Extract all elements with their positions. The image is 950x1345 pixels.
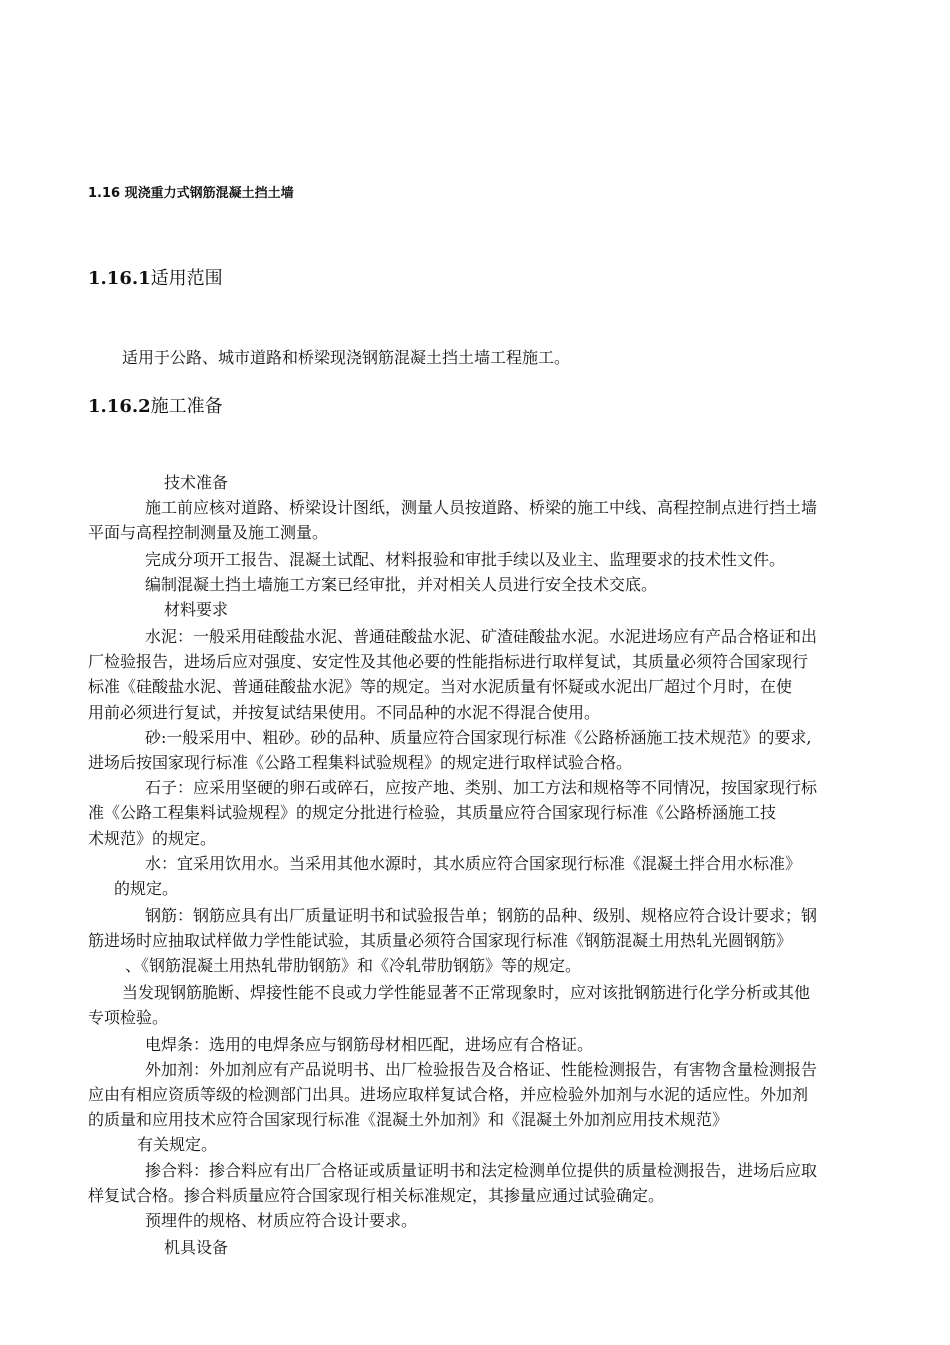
text-line: 预埋件的规格、材质应符合设计要求。 <box>145 1211 418 1230</box>
text-line: 水：宜采用饮用水。当采用其他水源时，其水质应符合国家现行标准《混凝土拌合用水标准》 <box>145 854 802 873</box>
text-line: 电焊条：选用的电焊条应与钢筋母材相匹配，进场应有合格证。 <box>145 1035 594 1054</box>
text-line: 外加剂：外加剂应有产品说明书、出厂检验报告及合格证、性能检测报告，有害物含量检测报告 <box>145 1060 818 1079</box>
text-line: 进场后按国家现行标准《公路工程集料试验规程》的规定进行取样试验合格。 <box>88 753 633 772</box>
section-heading-preparation <box>88 397 223 417</box>
subheading-technical-prep: 技术准备 <box>164 473 229 492</box>
text-line: 当发现钢筋脆断、焊接性能不良或力学性能显著不正常现象时，应对该批钢筋进行化学分析或其他 <box>122 983 811 1002</box>
text-line: 石子：应采用坚硬的卵石或碎石，应按产地、类别、加工方法和规格等不同情况，按国家现行标 <box>145 778 818 797</box>
text-line: 样复试合格。掺合料质量应符合国家现行相关标准规定，其掺量应通过试验确定。 <box>88 1186 665 1205</box>
text-line: 完成分项开工报告、混凝土试配、材料报验和审批手续以及业主、监理要求的技术性文件。 <box>145 550 786 569</box>
scope-paragraph: 适用于公路、城市道路和桥梁现浇钢筋混凝土挡土墙工程施工。 <box>122 348 571 367</box>
text-line: 用前必须进行复试，并按复试结果使用。不同品种的水泥不得混合使用。 <box>88 703 601 722</box>
text-line: 砂:一般采用中、粗砂。砂的品种、质量应符合国家现行标准《公路桥涵施工技术规范》的要求, <box>145 728 812 747</box>
text-line: 有关规定。 <box>137 1135 218 1154</box>
text-line: 钢筋：钢筋应具有出厂质量证明书和试验报告单；钢筋的品种、级别、规格应符合设计要求；钢 <box>145 906 818 925</box>
section-name: 适用范围 <box>150 268 223 289</box>
text-line: 施工前应核对道路、桥梁设计图纸，测量人员按道路、桥梁的施工中线、高程控制点进行挡土墙 <box>145 498 818 517</box>
text-line: 标准《硅酸盐水泥、普通硅酸盐水泥》等的规定。当对水泥质量有怀疑或水泥出厂超过个月时，在使 <box>88 677 793 696</box>
subheading-equipment: 机具设备 <box>164 1238 229 1257</box>
section-number: 1.16.1 <box>88 268 151 289</box>
section-name: 施工准备 <box>150 396 223 417</box>
text-line: 的规定。 <box>114 879 179 898</box>
text-line: 的质量和应用技术应符合国家现行标准《混凝土外加剂》和《混凝土外加剂应用技术规范》 <box>88 1110 729 1129</box>
section-number: 1.16.2 <box>88 396 151 417</box>
section-heading-scope <box>88 269 223 289</box>
text-line: 术规范》的规定。 <box>88 829 217 848</box>
text-line: 、《钢筋混凝土用热轧带肋钢筋》和《冷轧带肋钢筋》等的规定。 <box>125 956 582 975</box>
subheading-material-req: 材料要求 <box>164 600 229 619</box>
text-line: 专项检验。 <box>88 1008 169 1027</box>
text-line: 准《公路工程集料试验规程》的规定分批进行检验，其质量应符合国家现行标准《公路桥涵施工技 <box>88 803 777 822</box>
text-line: 掺合料：掺合料应有出厂合格证或质量证明书和法定检测单位提供的质量检测报告，进场后应取 <box>145 1161 818 1180</box>
text-line: 编制混凝土挡土墙施工方案已经审批，并对相关人员进行安全技术交底。 <box>145 575 658 594</box>
text-line: 应由有相应资质等级的检测部门出具。进场应取样复试合格，并应检验外加剂与水泥的适应性。外加剂 <box>88 1085 809 1104</box>
text-line: 厂检验报告，进场后应对强度、安定性及其他必要的性能指标进行取样复试，其质量必须符合国家现行 <box>88 652 809 671</box>
document-title: 1.16 现浇重力式钢筋混凝土挡土墙 <box>88 186 294 201</box>
text-line: 平面与高程控制测量及施工测量。 <box>88 523 329 542</box>
text-line: 筋进场时应抽取试样做力学性能试验，其质量必须符合国家现行标准《钢筋混凝土用热轧光圆钢筋》 <box>88 931 793 950</box>
text-line: 水泥：一般采用硅酸盐水泥、普通硅酸盐水泥、矿渣硅酸盐水泥。水泥进场应有产品合格证和出 <box>145 627 818 646</box>
